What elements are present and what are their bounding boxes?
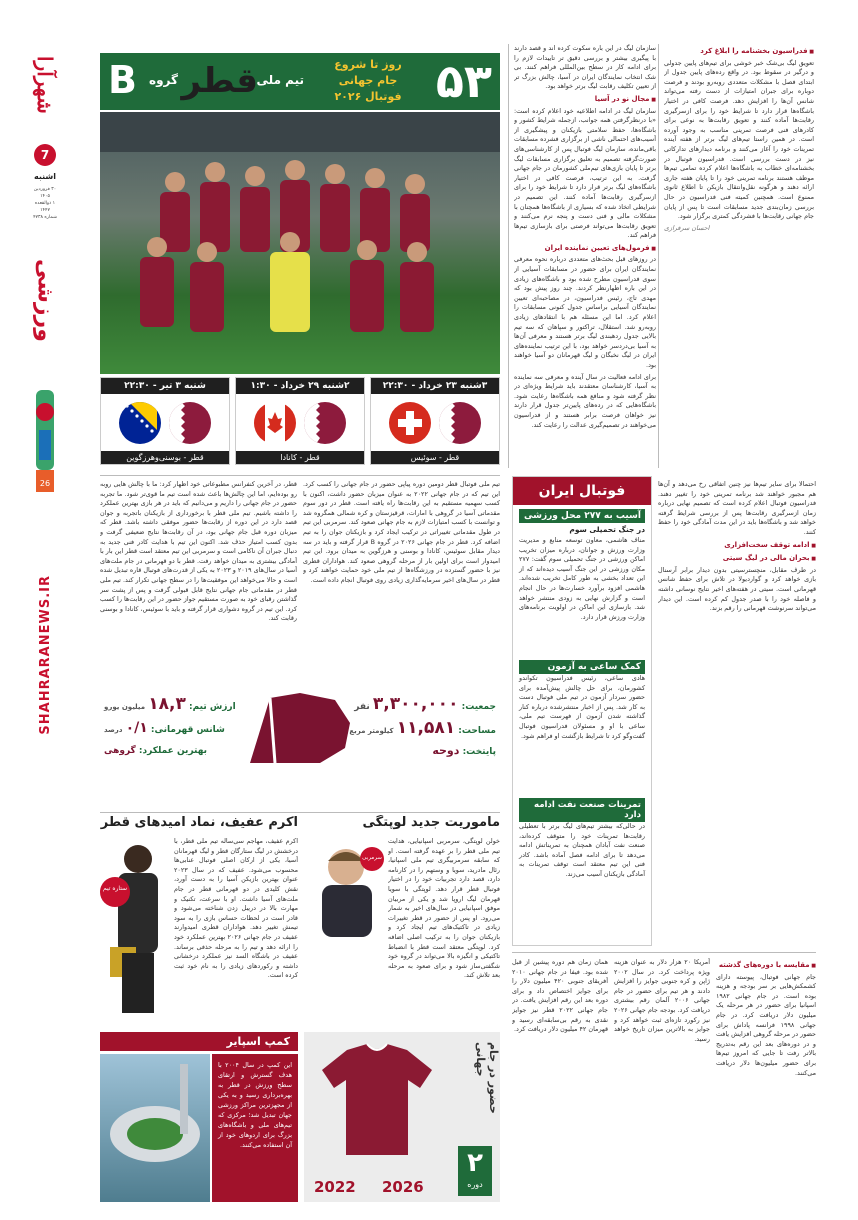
presence-box [304, 1032, 500, 1202]
world-cup-logo-icon [30, 390, 60, 500]
presence-year-2: 2026 [382, 1178, 424, 1196]
profile-body: اکرم عفیف، مهاجم سی‌ساله تیم ملی قطر، با درخشش در لیگ ستارگان قطر و لیگ قهرمانان آسیا، یکی از ارکان اصلی فوتبال عنابی‌ها محسوب می‌شود. عفیف که در سال ۲۰۲۳ عنوان بهترین بازیکن آسیا را به دست آورد، نقش کلیدی در دو قهرمانی قطر در جام ملت‌های آسیا داشت. او با سرعت، تکنیک و مهارت بالا در دریبل زدن شناخته می‌شود و قادر است در لحظات حساس بازی را به سود تیمش تغییر دهد. هواداران قطری امیدوارند عفیف در جام جهانی ۲۰۲۶ بهترین عملکرد خود را ارائه دهد و تیم را به مرحله حذفی برساند. عفیف در باشگاه السد نیز عملکرد درخشانی داشته و رکوردهای زیادی را به نام خود ثبت کرده است. [174, 837, 298, 980]
fixture-card [235, 377, 365, 465]
team-label: تیم ملی [256, 73, 304, 87]
stat-value: ارزش تیم: ۱۸,۳ میلیون یورو [104, 694, 236, 714]
stat-capital: پایتخت: دوحه [432, 744, 496, 757]
qatar-flag-icon [439, 402, 481, 444]
football-iran-header: فوتبال ایران [513, 477, 651, 505]
masthead [30, 40, 60, 800]
stat-best: بهترین عملکرد: گروهی [104, 746, 208, 756]
kamp-aspire-box [100, 1032, 298, 1202]
profile-body: خولن لوپتگی، سرمربی اسپانیایی، هدایت تیم ملی قطر را بر عهده گرفته است. او که سابقه سرمربیگری تیم ملی اسپانیا، رئال مادرید، سویا و وستهم را در کارنامه دارد، قصد دارد تجربیات خود را در اختیار فوتبال قطر قرار دهد. لوپتگی با سویا قهرمان لیگ اروپا شد و یکی از مربیان موفق اسپانیایی در سال‌های اخیر به شمار می‌رود. او پس از حضور در قطر تغییرات زیادی در تاکتیک‌های تیم ایجاد کرد و بازیکنان جوان را به ترکیب اصلی اضافه کرد. لوپتگی معتقد است قطر با انضباط تاکتیکی و انگیزه بالا می‌تواند در گروه خود شگفتی‌ساز شود و برای صعود به مرحله بعد تلاش کند. [388, 837, 500, 980]
player-photo [100, 837, 170, 1017]
days-number: ۵۳ [435, 54, 492, 108]
qatar-flag-icon [169, 402, 211, 444]
team-name: قطر [181, 61, 258, 101]
column-league-suspension: سازمان لیگ در این باره سکوت کرده اند و قصد دارند با پیگیری بیشتر و بررسی دقیق تر تاییدات لازم را برای ادامه کار در سطح بین‌المللی فراهم کنند. بی شک انتخاب نمایندگان ایران در آسیا، چالش بزرگ تر از تعیین تکلیف رقابت لیگ برتر خواهد بود. ■ مجال نو در آسیا سازمان لیگ در ادامه اطلاعیه خود اعلام کرده است: «با درنظرگرفتن همه جوانب، ازجمله شرایط کشور و باشگاه‌ها، حفظ سلامتی بازیکنان و پیشگیری از آسیب‌های احتمالی ناشی از برگزاری فشرده مسابقات باقی‌مانده، سازمان لیگ فوتبال پس از کارشناسی‌های صورت‌گرفته تصمیم به تعلیق برگزاری مسابقات لیگ برتر تا پایان بازی‌های تیم‌ملی کشورمان در جام جهانی گرفت. به این ترتیب، فرصت کافی در اختیار باشگاه‌های لیگ برتر قرار دارد تا شرایط خود را برای ازسرگیری رقابت‌ها آماده کنند. این تصمیم در شرایطی اتخاذ شده که بسیاری از باشگاه‌ها همچنان با مشکلات مالی و فنی دست و پنجه نرم می‌کنند و تعویق رقابت‌ها می‌تواند فرصتی برای بازسازی تیم‌ها فراهم کند. ■ فرمول‌های تعیین نماینده ایران در روزهای قبل بحث‌های متعددی درباره نحوه معرفی نمایندگان ایران برای حضور در مسابقات آسیایی از سوی فدراسیون مطرح شده بود و باشگاه‌های زیادی در این باره اظهارنظر کردند. چند روز پیش بود که مهدی تاج، رئیس فدراسیون، در مصاحبه‌ای تعیین نمایندگان آسیایی براساس جدول کنونی مسابقات را اعلام کرد. اما این مسئله هم با انتقادهای زیادی روبه‌رو شد. استقلال، تراکتور و سپاهان که سه تیم بالایی جدول ردهبندی لیگ برتر هستند و معرفی آن‌ها به آسیا بی‌دردسر خواهد بود، با این ترتیب نماینده‌های ایران در لیگ نخبگان و لیگ قهرمانان دو آسیا خواهند بود. برای ادامه فعالیت در سال آینده و معرفی سه نماینده به آسیا، کارشناسان معتقدند باید شرایط ویژه‌ای در نظر گرفته شود و منافع همه باشگاه‌ها رعایت شود. باشگاه‌هایی که در رده‌های پایین‌تر جدول قرار دارند نیز خواهان فرصت برابر هستند و از فدراسیون می‌خواهند در تصمیم‌گیری عدالت را رعایت کند. [514, 44, 656, 459]
fixture-teams: قطر - بوسنی‌وهرزگوین [101, 451, 229, 464]
author-name: احسان سرفرازی [664, 223, 710, 232]
page-number-badge: 7 [34, 144, 56, 166]
column-far-right: ■ فدراسیون بخشنامه را ابلاغ کرد تعویق لیگ بی‌شک خبر خوشی برای تیم‌های پایین جدولی و درگیر در سقوط بود. در واقع رده‌های پایین جدول از ابتدای فصل با مشکلات متعددی روبه‌رو بودند و فرصت دوباره برای جبران امتیازات از دست رفته می‌تواند شانس آن‌ها را افزایش دهد. فرصت کافی در اختیار باشگاه‌ها قرار دارد تا شرایط خود را برای ازسرگیری رقابت‌ها آماده کنند و تعویق رقابت‌ها به نوعی برای کادرهای فنی فرصت تمرینی مناسب به وجود آورده است. در همین راستا تیم‌های لیگ برتر از هفته آینده تمرینات خود را آغاز می‌کنند و برنامه دیدارهای تدارکاتی نیز در دست بررسی است. فدراسیون فوتبال در بخشنامه‌ای خطاب به باشگاه‌ها اعلام کرده تمامی تیم‌ها موظف هستند برنامه تمرینی خود را تا پایان هفته جاری ارائه دهند و هرگونه نقل‌وانتقال بازیکن تا اطلاع ثانوی ممنوع است. همچنین کمیته فنی فدراسیون در حال بررسی زمان‌بندی جدید مسابقات است تا پس از پایان جام جهانی رقابت‌ها با فشردگی کمتری برگزار شود. احسان سرفرازی [664, 44, 814, 464]
weekday: اشنبه [34, 172, 56, 181]
qatar-jersey-icon [312, 1040, 442, 1160]
team-players-illustration [100, 112, 500, 374]
stat-area: مساحت: ۱۱,۵۸۱ کیلومتر مربع [349, 718, 496, 738]
section-title: ■ فرمول‌های تعیین نماینده ایران [514, 244, 656, 255]
profile-lopetegui [304, 815, 500, 1025]
story-title: کمک ساعی به آزمون [519, 660, 645, 674]
fixture-date: شنبه ۳ تیر - ۲۲:۳۰ [101, 378, 229, 394]
stats-box [100, 688, 500, 768]
story-title: تمرینات صنعت نفت ادامه دارد [519, 798, 645, 822]
bosnia-flag-icon [119, 402, 161, 444]
section-title: ■ فدراسیون بخشنامه را ابلاغ کرد [664, 47, 814, 58]
football-iran-box: فوتبال ایران آسیب به ۲۷۷ محل ورزشی در جنگ تحمیلی سوم مناف هاشمی، معاون توسعه منابع و مدیریت وزارت ورزش و جوانان، درباره میزان تخریب اماکن ورزشی در جنگ تحمیلی سوم گفت: ۲۷۷ مکان ورزشی در این جنگ آسیب دیده‌اند که از این تعداد بخشی به طور کامل تخریب شده‌اند. هاشمی افزود برآورد خسارت‌ها در حال انجام است و گزارش نهایی به زودی منتشر خواهد شد. بازسازی این اماکن در اولویت برنامه‌های وزارت ورزش قرار دارد. کمک ساعی به آزمون هادی ساعی، رئیس فدراسیون تکواندو کشورمان، برای حل چالش پیش‌آمده برای حضور سردار آزمون در تیم ملی فوتبال دست به کار شد. پس از اخبار منتشرشده درباره کنار گذاشته شدن آزمون از فهرست تیم ملی، ساعی با او و مسئولان فدراسیون فوتبال گفت‌وگو کرد تا شرایط بازگشت او فراهم شود. تمرینات صنعت نفت ادامه دارد در حالی‌که بیشتر تیم‌های لیگ برتر با تعطیلی رقابت‌ها تمرینات خود را متوقف کرده‌اند، صنعت نفت آبادان همچنان به تمریناتش ادامه می‌دهد تا برای ادامه فصل آماده باشد. کادر فنی این تیم معتقد است توقف تمرینات به آمادگی بازیکنان آسیب می‌زند. [512, 476, 652, 946]
column-intro: سازمان لیگ در این باره سکوت کرده اند و قصد دارند با پیگیری بیشتر و بررسی دقیق تر تاییدات لازم را برای ادامه کار در سطح بین‌المللی فراهم کنند. بی شک انتخاب نمایندگان ایران در آسیا، چالش بزرگ تر از تعیین تکلیف رقابت لیگ برتر خواهد بود. [514, 44, 656, 91]
fixture-flags [371, 398, 499, 448]
coach-badge: سرمربی [360, 847, 384, 871]
fixture-flags [236, 398, 364, 448]
fixture-teams: قطر - سوئیس [371, 451, 499, 464]
section-title: ■ مقایسه با دوره‌های گذشته [716, 961, 816, 972]
column-prize-2: آمریکا ۲۰ هزار دلار به عنوان هزینه ویژه پرداخت کرد. در سال ۲۰۰۲ ژاپن و کره جنوبی جوایز را افزایش دادند و هر تیم برای حضور در جام جهانی ۲۰۰۶ آلمان رقم بیشتری دریافت کرد. بودجه جام جهانی ۲۰۲۶ نیز رکورد تازه‌ای ثبت خواهد کرد و جوایز به بالاترین میزان تاریخ خواهد رسید. [614, 958, 710, 1043]
stat-population: جمعیت: ۳,۳۰۰,۰۰۰ نفر [354, 694, 496, 714]
fixture-date: ۲شنبه ۲۹ خرداد - ۱:۳۰ [236, 378, 364, 394]
kamp-caption: این کمپ در سال ۲۰۰۴ با هدف گسترش و ارتقای سطح ورزش در قطر به بهره‌برداری رسید و به یکی از مجهزترین مراکز ورزشی جهان تبدیل شد؛ مرکزی که تیم‌های ملی و باشگاه‌های بزرگ برای اردوهای خود از آن استفاده می‌کنند. [212, 1054, 298, 1202]
section-title: ■ ادامه توقف سخت‌افزاری [658, 541, 816, 552]
column-federation-body [514, 459, 656, 469]
issue-number: شماره ۴۷۳۸ [33, 215, 57, 220]
qatar-article-right: تیم ملی فوتبال قطر دومین دوره پیاپی حضور در جام جهانی را کسب کرد. این تیم که در جام جهانی ۲۰۲۲ به عنوان میزبان حضور داشت، اکنون با کسب سهمیه مستقیم به این رقابت‌ها راه یافته است. قطر در دور سوم مقدماتی آسیا در گروهی با امارات، قرقیزستان و کره شمالی همگروه شد و توانست با کسب امتیازات لازم به جام جهانی صعود کند. سرمربی این تیم در طول مقدماتی تغییراتی در ترکیب ایجاد کرد و بازیکنان جوان را به تیم اضافه کرد. قطر در جام جهانی ۲۰۲۶ در گروه B قرار گرفته و باید در سه دیدار مقابل سوئیس، کانادا و بوسنی و هرزگوین به میدان برود. این تیم امیدوار است برای اولین بار از مرحله گروهی صعود کند. هواداران قطری نیز با حضور گسترده در ورزشگاه‌ها از تیم ملی خود حمایت خواهند کرد و قطر در سال‌های اخیر سرمایه‌گذاری زیادی روی فوتبال انجام داده است. [303, 480, 500, 584]
date-fa: ۳۰ فروردین ۱۴۰۵ [33, 187, 57, 199]
fixture-card [100, 377, 230, 465]
team-photo [100, 112, 500, 374]
website-url[interactable]: SHAHRARANEWS.IR [37, 575, 53, 735]
afif-illustration [100, 837, 170, 1017]
group-letter: B [108, 58, 137, 102]
presence-year-1: 2022 [314, 1178, 356, 1196]
section-label: ورزشی [32, 258, 58, 342]
column-right-lower: احتمالا برای سایر تیم‌ها نیز چنین اتفاقی رخ می‌دهد و آن‌ها هم مجبور خواهند شد برنامه تمرینی خود را تغییر دهند. فدراسیون فوتبال اعلام کرده است که تصمیم نهایی درباره زمان ازسرگیری رقابت‌ها پس از بررسی شرایط گرفته خواهد شد و باشگاه‌ها باید در این مدت آمادگی خود را حفظ کنند. ■ ادامه توقف سخت‌افزاری ■ بحران مالی در لیگ سیتی در طرف مقابل، منچسترسیتی بدون دیدار برابر آرسنال بازی خواهد کرد و گواردیولا در تلاش برای حفظ شانس قهرمانی است. سیتی در هفته‌های اخیر نتایج نوسانی داشته و فاصله خود را با صدر جدول کم کرده است. این دیدار می‌تواند سرنوشت قهرمانی را رقم بزند. [658, 480, 816, 930]
group-label: گروه [149, 73, 178, 87]
paper-logo[interactable]: شهرآرا [33, 56, 57, 114]
fixture-flags [101, 398, 229, 448]
presence-count: ۲ دوره [458, 1146, 492, 1196]
fixture-teams: قطر - کانادا [236, 451, 364, 464]
fixture-card [370, 377, 500, 465]
kamp-header: کمپ اسپایر [100, 1032, 298, 1051]
stat-chance: شانس قهرمانی: ۰/۱ درصد [104, 720, 225, 736]
date-hijri: ۱ ذوالقعده ۱۴۴۷ [34, 201, 56, 213]
days-caption: روز تا شروع جام جهانی فوتبال ۲۰۲۶ [334, 58, 402, 103]
star-badge: ستاره تیم [100, 877, 130, 907]
qatar-flag-icon [304, 402, 346, 444]
profile-afif [100, 815, 298, 1025]
fixtures-row [100, 377, 500, 467]
aspire-stadium-illustration [100, 1054, 210, 1202]
svg-text:26: 26 [39, 479, 51, 488]
column-prize-1: ■ مقایسه با دوره‌های گذشته جام جهانی فوتبال، پیوسته دارای کشمکش‌هایی بر سر بودجه و هزینه بوده است. در جام جهانی ۱۹۸۲ اسپانیا برای حضور در هر مرحله یک میلیون دلار دریافت کرد. در جام جهانی ۱۹۹۸ فرانسه پاداش برای حضور در مرحله گروهی افزایش یافت و در دوره‌های بعد این رقم به‌تدریج بالاتر رفت تا جایی که امروز تیم‌ها برای حضور میلیون‌ها دلار دریافت می‌کنند. [716, 958, 816, 1208]
canada-flag-icon [254, 402, 296, 444]
story-subtitle: در جنگ تحمیلی سوم [569, 525, 645, 534]
profile-title: اکرم عفیف، نماد امیدهای قطر [100, 815, 298, 830]
coach-photo [304, 837, 384, 937]
presence-label: حضور در جام جهانی [474, 1042, 500, 1114]
story-title: آسیب به ۲۷۷ محل ورزشی [519, 509, 645, 523]
qatar-article-left: قطر، در آخرین کنفرانس مطبوعاتی خود اظهار کرد: ما با چالش هایی روبه رو بوده‌ایم، اما این چالش‌ها باعث شده است تیم ما قوی‌تر شود. ما تجربه حضور در جام جهانی را داریم و می‌دانیم که باید در هر بازی بهترین عملکرد را داشته باشیم. تیم ملی قطر با برخورداری از بازیکنان باتجربه و جوان قصد دارد در این دوره از رقابت‌ها حضور موفقی داشته باشد. قطر که میزبان دوره قبل جام جهانی بود، در آن رقابت‌ها نتایج ضعیفی گرفت و بدون کسب امتیاز حذف شد. اکنون این تیم با هدایت کادر فنی جدید به دنبال جبران آن ناکامی است و سرمربی این تیم معتقد است قطر این بار با آمادگی بیشتری به میدان خواهد رفت. قطر با دو قهرمانی در جام ملت‌های آسیا در سال‌های ۲۰۱۹ و ۲۰۲۳ به یکی از قدرت‌های فوتبال قاره تبدیل شده است و حالا می‌خواهد این موفقیت‌ها را در سطح جهانی تکرار کند. تیم ملی قطر در مقدماتی جام جهانی نتایج قابل قبولی گرفت و پس از پشت سر گذاشتن رقبای خود به صورت مستقیم جواز حضور در این رقابت‌ها را کسب کرد. این تیم در گروه دشواری قرار گرفته و باید با سوئیس، کانادا و بوسنی رقابت کند. [100, 480, 297, 623]
section-title: ■ مجال نو در آسیا [514, 95, 656, 106]
switzerland-flag-icon [389, 402, 431, 444]
countdown-banner [100, 53, 500, 110]
stadium-photo [100, 1054, 210, 1202]
section-title: ■ بحران مالی در لیگ سیتی [658, 554, 816, 565]
profile-title: ماموریت جدید لوپتگی [362, 815, 500, 830]
date-block [30, 186, 60, 221]
fixture-date: ۳شنبه ۲۳ خرداد - ۲۲:۳۰ [371, 378, 499, 394]
column-prize-3: همان زمان هم دوره پیشین از قبل شده بود. فیفا در جام جهانی ۲۰۱۰ آفریقای جنوبی ۴۲۰ میلیون دلار را برای جوایز اختصاص داد و برای دوره بعد این رقم افزایش یافت. در جام جهانی ۲۰۲۲ قطر نیز جوایز نقدی به رقم بی‌سابقه‌ای رسید و قهرمان ۴۲ میلیون دلار دریافت کرد. [512, 958, 608, 1034]
